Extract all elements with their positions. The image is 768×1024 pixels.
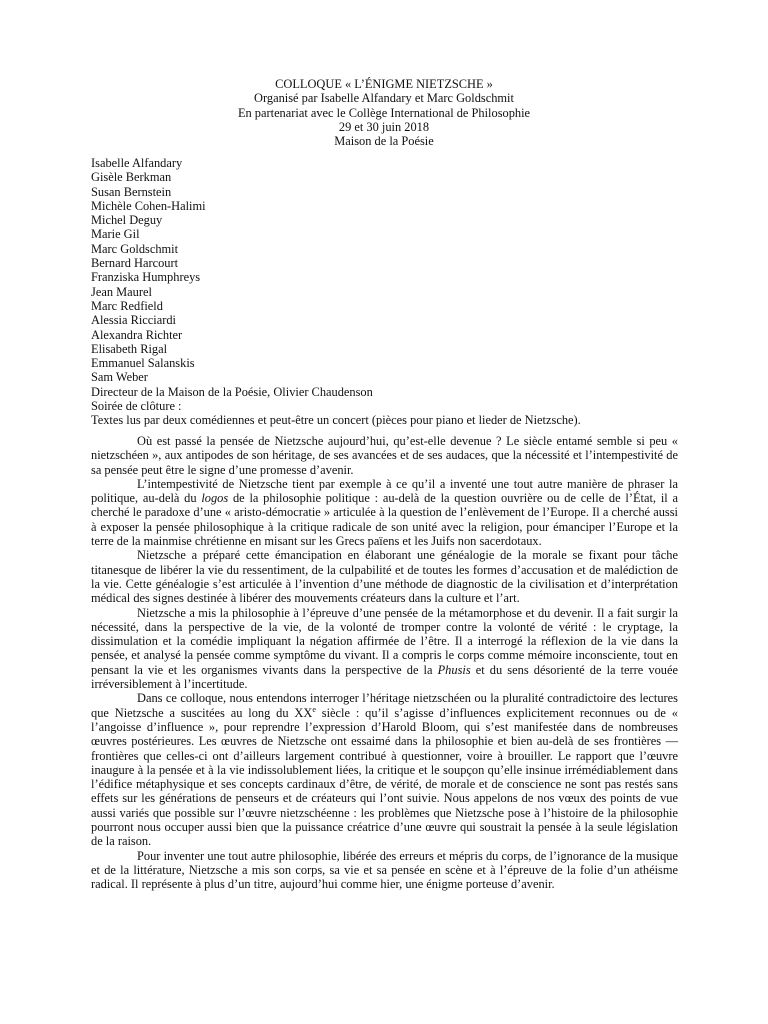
speaker-name: Alexandra Richter [91, 327, 183, 342]
speaker-name: Marie Gil [91, 227, 140, 242]
dates-line: 29 et 30 juin 2018 [338, 119, 430, 134]
paragraph-2-text-a: L’intempestivité de Nietzsche tient par exemple à ce qu’il a inventé une tout autre manière de phraser la politique, au-delà du [91, 476, 678, 506]
speaker-name: Isabelle Alfandary [91, 156, 183, 170]
paragraph-2-text-b: de la philosophie politique : au-delà de la question ouvrière ou de celle de l’État, il a cherché le paradoxe d’une « aristo-démocratie » articulée à la question de l’enlèvement de l’Europe. Il a cherché aussi à exposer la pensée philosophique à la critique radicale de son unité avec la religion, pour émanciper l’Europe et la terre de la mainmise chrétienne en misant sur les Grecs païens et les Juifs non sacerdotaux. [91, 491, 678, 549]
colloquium-title: COLLOQUE « L’ÉNIGME NIETZSCHE » [275, 77, 493, 91]
speaker-name: Michèle Cohen-Halimi [91, 198, 206, 213]
speaker-name: Emmanuel Salanskis [91, 356, 195, 371]
paragraph-3: Nietzsche a préparé cette émancipation en élaborant une généalogie de la morale se fixant pour tâche titanesque de libérer la vie du ressentiment, de la culpabilité et de toutes les formes d’accusation et de malédiction de la vie. Cette généalogie s’est articulée à l’invention d’une méthode de diagnostic de la civilisation et d’interprétation médical des signes destinée à libérer des mouvements créateurs dans la culture et l’art. [91, 548, 678, 606]
speaker-name: Elisabeth Rigal [91, 341, 168, 356]
paragraph-5 [91, 691, 678, 848]
speaker-name: Franziska Humphreys [91, 270, 201, 285]
closing-evening-text: Textes lus par deux comédiennes et peut-être un concert (pièces pour piano et lieder de Nietzsche). [91, 413, 581, 428]
director-line: Directeur de la Maison de la Poésie, Olivier Chaudenson [91, 384, 373, 399]
paragraph-4-text-a: Nietzsche a mis la philosophie à l’épreuve d’une pensée de la métamorphose et du devenir. Il a fait surgir la nécessité, dans la perspective de la vie, de la volonté de tromper contre la volonté de vérité : le cryptage, la dissimulation et la comédie impliquant la négation affirmée de l’être. Il a interrogé la réflexion de la vie dans la pensée, et analysé la pensée comme symptôme du vivant. Il a compris le corps comme mémoire inconsciente, tout en pensant la vie et les organismes vivants dans la perspective de la [91, 605, 678, 677]
logos-term: logos [201, 491, 229, 506]
speaker-name: Michel Deguy [91, 213, 163, 228]
closing-evening-label: Soirée de clôture : [91, 399, 182, 414]
paragraph-1: Où est passé la pensée de Nietzsche aujourd’hui, qu’est-elle devenue ? Le siècle entamé semble si peu « nietzschéen », aux antipodes de son héritage, de ses avancées et de ses audaces, que la nécessité et l’intempestivité de sa pensée peut être le signe d’une promesse d’avenir. [91, 434, 678, 477]
speaker-name: Sam Weber [91, 370, 148, 385]
speaker-name: Alessia Ricciardi [91, 313, 176, 328]
speaker-name: Jean Maurel [91, 284, 152, 299]
paragraph-6: Pour inventer une tout autre philosophie, libérée des erreurs et mépris du corps, de l’ignorance de la musique et de la littérature, Nietzsche a mis son corps, sa vie et sa pensée en scène et à l’épreuve de la folie d’un athéisme radical. Il représente à plus d’un titre, aujourd’hui comme hier, une énigme porteuse d’avenir. [91, 848, 678, 892]
partnership-line: En partenariat avec le Collège International de Philosophie [237, 105, 531, 120]
century-superscript: e [312, 704, 316, 714]
paragraph-2 [91, 477, 678, 548]
paragraph-5-text-a: Dans ce colloque, nous entendons interroger l’héritage nietzschéen ou la pluralité contradictoire des lectures que Nietzsche a suscitées au long du XX [91, 691, 678, 720]
organizers-line: Organisé par Isabelle Alfandary et Marc Goldschmit [254, 91, 514, 106]
speaker-name: Marc Redfield [91, 298, 163, 313]
speakers-list [91, 156, 691, 428]
speaker-name: Gisèle Berkman [91, 170, 172, 185]
speaker-name: Susan Bernstein [91, 184, 172, 199]
document-header [0, 77, 768, 148]
paragraph-5-text-b: siècle : qu’il s’agisse d’influences explicitement reconnues ou de « l’angoisse d’influence », pour reprendre l’expression d’Harold Bloom, qui s’est manifestée dans de nombreuses œuvres postérieures. Les œuvres de Nietzsche ont essaimé dans la philosophie et bien au-delà de ses frontières — frontières que celles-ci ont d’ailleurs largement contribué à questionner, voire à brouiller. Le rapport que l’œuvre inaugure à la pensée et à la vie indissolublement liées, la critique et le soupçon qu’elle insinue irrémédiablement dans l’édifice métaphysique et ses concepts cardinaux d’être, de vérité, de morale et de conscience ne sont pas restés sans effets sur les générations de penseurs et de créateurs qui l’ont suivie. Nous appelons de nos vœux des points de vue aussi variés que possible sur l’œuvre nietzschéenne : les problèmes que Nietzsche pose à l’histoire de la philosophie pourront nous occuper aussi bien que la puissance créatrice d’une œuvre qui soustrait la pensée à la seule législation de la raison. [91, 705, 678, 849]
paragraph-4 [91, 606, 678, 692]
paragraph-4-text-b: et du sens désorienté de la terre vouée irréversiblement à l’incertitude. [91, 662, 678, 692]
venue-line: Maison de la Poésie [334, 134, 434, 149]
speaker-name: Marc Goldschmit [91, 241, 179, 256]
presentation-text [91, 434, 678, 892]
speaker-name: Bernard Harcourt [91, 256, 179, 271]
phusis-term: Phusis [437, 662, 471, 677]
